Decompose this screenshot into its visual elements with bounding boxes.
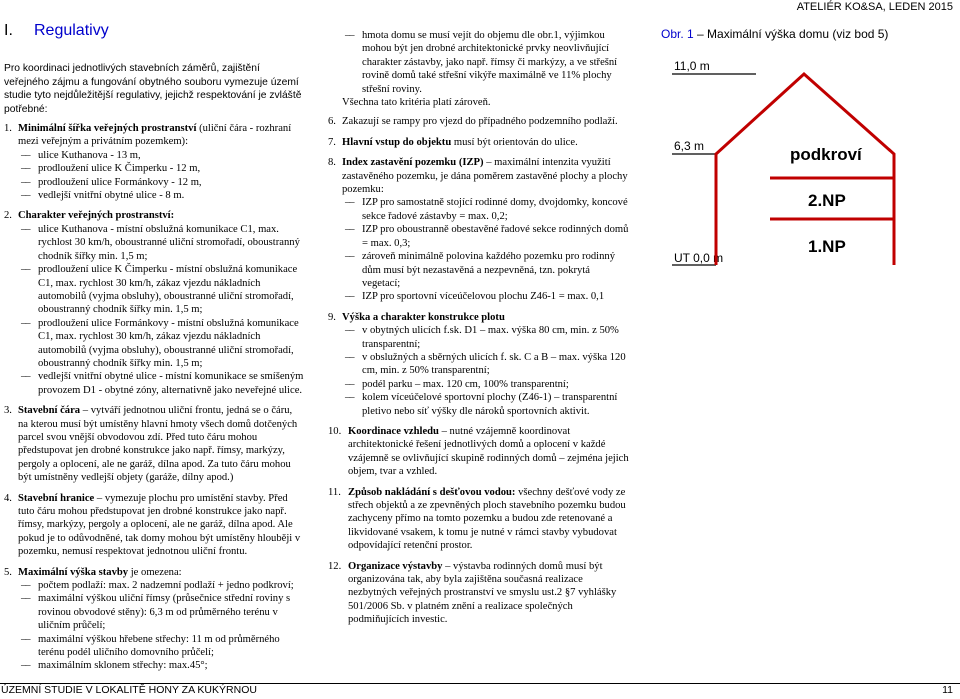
item-number: 11. (328, 486, 341, 498)
list-item: –– ulice Kuthanova - místní obslužná komunikace C1, max. rychlost 30 km/h, oboustranné uliční stromořadí, oboustranný chodník šířky min. 1,5 m; (18, 223, 304, 263)
list-item: –– hmota domu se musí vejít do objemu dle obr.1, výjimkou mohou být jen drobné architektonické prvky neovlivňující charakter zástavby, jako např. římsy či markýzy, a ve střešní rovině domů také střešní vikýře maximálně ve 11% plochy střešní roviny. (342, 29, 630, 96)
item-text: – výstavba rodinných domů musí být organizována tak, aby byla zajištěna současná realizace nezbytných veřejných prostranství ve smyslu ust.2 §7 vyhlášky 501/2006 Sb. v platném znění a realizace společných podmiňujících investic. (348, 560, 617, 626)
regulation-11 (328, 486, 630, 553)
list-note: Všechna tato kritéria platí zároveň. (342, 97, 491, 109)
item-number: 8. (328, 157, 336, 169)
item-text: – vymezuje plochu pro umístění stavby. Před tuto čáru mohou předstupovat jen drobné konstrukce jako např. římsy, markýzy, pergoly a oplocení, ale ne garáž, dílna apod. Ale pokud je to odůvodněné, tak domy mohou být umístěny hlouběji v pozemku, nemusí respektovat jednotnou uliční frontu. (18, 492, 301, 558)
regulation-12 (328, 560, 630, 627)
attic-label: podkroví (790, 145, 862, 164)
item-number: 7. (328, 136, 336, 148)
item-text: – maximální intenzita využití zastavěného pozemku, je dána poměrem zastavěné plochy a plochy pozemku: (342, 157, 628, 196)
item-heading: Způsob nakládání s dešťovou vodou: (348, 486, 516, 498)
item-number: 10. (328, 425, 342, 437)
item-number: 5. (4, 566, 12, 578)
item-heading: Koordinace vzhledu (348, 425, 439, 437)
item-heading: Minimální šířka veřejných prostranství (18, 123, 197, 135)
regulation-2 (4, 209, 304, 397)
item-text: – vytváří jednotnou uliční frontu, jedná se o čáru, na kterou musí být umístěny hlavní hmoty všech domů dotčených parcel svou vnější obvodovou zdí. Před tuto čáru mohou předstupovat jen drobné konstrukce jako např. římsy, markýzy, pergoly a oplocení, ale ne garáž, dílna apod. Za tuto čáru mohou být umístněny vedlejší objety (garáže, dílny apod.) (18, 405, 298, 484)
list-item: –– prodloužení ulice Formánkovy - místní obslužná komunikace C1, max. rychlost 30 km/h, zákaz vjezdu nákladních automobilů (vyjma obsluhy), oboustranné uliční stromořadí, oboustranný chodník šířky min. 1,5 m; (18, 317, 304, 371)
regulation-6 (328, 115, 630, 128)
item-heading: Stavební čára (18, 405, 81, 417)
list-item: –– IZP pro sportovní víceúčelovou plochu Z46-1 = max. 0,1 (342, 290, 630, 303)
regulation-7 (328, 136, 630, 149)
item-heading: Maximální výška stavby (18, 566, 129, 578)
column-left (4, 24, 304, 680)
list-item: –– vedlejší vnitřní obytné ulice - místní komunikace se smíšeným provozem D1 - obytné zóny, alternativně jako neveřejné ulice. (18, 370, 304, 397)
list-item: –– počtem podlaží: max. 2 nadzemní podlaží + jedno podkroví; (18, 579, 304, 592)
regulation-3 (4, 404, 304, 484)
floor-2-label: 2.NP (808, 191, 846, 210)
page-number: 11 (942, 684, 953, 696)
item-number: 3. (4, 405, 12, 417)
item-text: všechny dešťové vody ze střech objektů a ze zpevněných ploch stavebního pozemku budou zachyceny přímo na tomto pozemku a budou zde retenované a likvidované vsakem, k tomu je nutné v rámci stavby vybudovat odpovídající retenční prostor. (348, 486, 626, 552)
item-text: (uliční čára - rozhraní mezi veřejným a privátním pozemkem): (18, 123, 292, 148)
list-item: –– v obslužných a sběrných ulicích f. sk. C a B – max. výška 120 cm, min. z 50% transparentní; (342, 351, 630, 378)
list-item: –– prodloužení ulice K Čimperku - místní obslužná komunikace C1, max. rychlost 30 km/h, zákaz vjezdu nákladních automobilů (vyjma obsluhy), oboustranné uliční stromořadí, oboustranný chodník šířky min. 1,5 m; (18, 263, 304, 317)
item-heading: Stavební hranice (18, 492, 95, 504)
item-number: 9. (328, 311, 336, 323)
item-text: Zakazují se rampy pro vjezd do případného podzemního podlaží. (342, 116, 618, 128)
item-number: 12. (328, 560, 342, 572)
figure-label: Obr. 1 (661, 27, 694, 41)
list-item: –– IZP pro samostatně stojící rodinné domy, dvojdomky, koncové sekce řadové zástavby = max. 0,2; (342, 196, 630, 223)
list-item: –– maximální výškou uliční římsy (průsečnice střední roviny s rovinou obvodové stěny): 6,3 m od průměrného terénu v uličním průčelí; (18, 592, 304, 632)
item-heading: Výška a charakter konstrukce plotu (342, 311, 505, 323)
eave-height-label: 6,3 m (674, 139, 705, 153)
item-heading: Hlavní vstup do objektu (342, 136, 452, 148)
house-outline (716, 74, 894, 265)
ground-height-label: UT 0,0 m (674, 251, 724, 265)
section-number: I. (4, 22, 13, 39)
item-number: 2. (4, 210, 12, 222)
list-item: –– prodloužení ulice Formánkovy - 12 m, (18, 176, 304, 189)
list-item: –– podél parku – max. 120 cm, 100% transparentní; (342, 378, 630, 391)
item-heading: Charakter veřejných prostranství: (18, 210, 175, 222)
item-heading: Index zastavění pozemku (IZP) (342, 157, 484, 169)
regulation-1 (4, 122, 304, 202)
regulation-4 (4, 492, 304, 559)
list-item: –– IZP pro oboustranně obestavěné řadové sekce rodinných domů = max. 0,3; (342, 223, 630, 250)
list-item: –– maximálním sklonem střechy: max.45°; (18, 659, 304, 672)
column-middle (328, 29, 630, 634)
item-number: 6. (328, 116, 336, 128)
regulation-9 (328, 311, 630, 418)
list-item: –– ulice Kuthanova - 13 m, (18, 149, 304, 162)
list-item: –– maximální výškou hřebene střechy: 11 m od průměrného terénu podél uličního domovního průčelí; (18, 633, 304, 660)
floor-1-label: 1.NP (808, 237, 846, 256)
item-number: 1. (4, 123, 12, 135)
house-height-diagram (668, 50, 908, 280)
list-item: –– prodloužení ulice K Čimperku - 12 m, (18, 162, 304, 175)
regulation-10 (328, 425, 630, 479)
item-number: 4. (4, 492, 12, 504)
figure-caption-text: – Maximální výška domu (viz bod 5) (693, 27, 889, 41)
section-title (4, 24, 304, 37)
regulation-8 (328, 156, 630, 303)
item-text: je omezena: (128, 566, 182, 578)
list-item: –– v obytných ulicích f.sk. D1 – max. výška 80 cm, min. z 50% transparentní; (342, 324, 630, 351)
intro-paragraph: Pro koordinaci jednotlivých stavebních záměrů, zajištění veřejného zájmu a fungování obytného souboru vymezuje území studie tyto nejdůležitější regulativy, jejichž respektování je zvláště potřebné: (4, 63, 302, 115)
section-title-text: Regulativy (34, 22, 109, 39)
list-item: –– kolem víceúčelové sportovní plochy (Z46-1) – transparentní pletivo nebo síť výšky dle nároků sportovních aktivit. (342, 391, 630, 418)
figure-caption (661, 27, 888, 41)
regulation-5 (4, 566, 304, 673)
ridge-height-label: 11,0 m (674, 59, 710, 73)
footer-title: ÚZEMNÍ STUDIE V LOKALITĚ HONY ZA KUKÝRNOU (1, 684, 257, 696)
item-text: – nutné vzájemně koordinovat architektonické řešení jednotlivých domů a oplocení v každé vzájemně se ovlivňující skupině rodinných domů – zejména jejich objem, tvar a vzhled. (348, 425, 629, 478)
item-text: musí být orientován do ulice. (451, 136, 578, 148)
regulation-5-continued (328, 29, 630, 109)
list-item: –– zároveň minimálně polovina každého pozemku pro rodinný dům musí být nezastavěná a nezpevněná, tzn. pokrytá vegetací; (342, 250, 630, 290)
page-header: ATELIÉR KO&SA, LEDEN 2015 (796, 1, 953, 13)
list-item: –– vedlejší vnitřní obytné ulice - 8 m. (18, 189, 304, 202)
item-heading: Organizace výstavby (348, 560, 443, 572)
